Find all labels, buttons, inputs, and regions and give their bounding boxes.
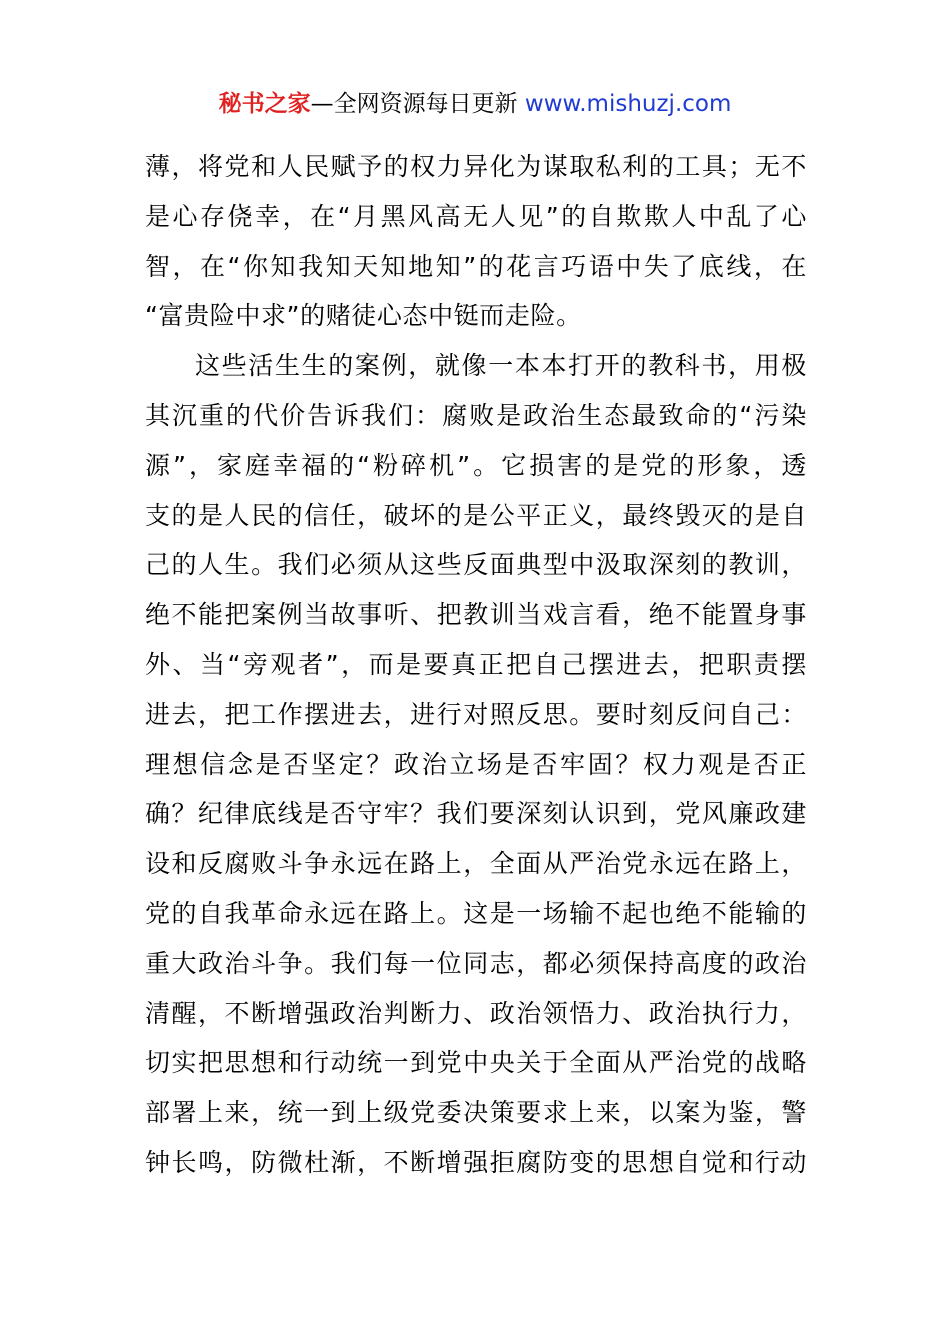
site-url-link[interactable]: www.mishuzj.com [524,91,732,117]
text-line: 进去，把工作摆进去，进行对照反思。要时刻反问自己： [145,699,807,729]
text-line: 薄，将党和人民赋予的权力异化为谋取私利的工具；无不 [145,152,807,181]
text-line: 重大政治斗争。我们每一位同志，都必须保持高度的政治 [145,948,807,978]
header-dash: — [310,91,334,117]
text-line: 确？纪律底线是否守牢？我们要深刻认识到，党风廉政建 [145,799,807,829]
text-line: 钟长鸣，防微杜渐，不断增强拒腐防变的思想自觉和行动 [145,1147,807,1177]
text-line: 清醒，不断增强政治判断力、政治领悟力、政治执行力， [145,998,807,1028]
site-brand-name: 秘书之家 [218,91,311,117]
text-line: 支的是人民的信任，破坏的是公平正义，最终毁灭的是自 [145,500,807,530]
text-line: 是心存侥幸，在“月黑风高无人见”的自欺欺人中乱了心 [145,201,807,231]
text-line: 理想信念是否坚定？政治立场是否牢固？权力观是否正 [145,749,807,779]
text-line: 绝不能把案例当故事听、把教训当戏言看，绝不能置身事 [145,600,807,630]
page-header [0,86,950,122]
text-line: 其沉重的代价告诉我们：腐败是政治生态最致命的“污染 [145,400,807,430]
text-line: 党的自我革命永远在路上。这是一场输不起也绝不能输的 [145,898,807,928]
header-tagline: 全网资源每日更新 [333,91,525,117]
text-line: 设和反腐败斗争永远在路上，全面从严治党永远在路上， [145,849,807,879]
text-line: 外、当“旁观者”，而是要真正把自己摆进去，把职责摆 [145,649,807,679]
text-line-paragraph-start: 这些活生生的案例，就像一本本打开的教科书，用极 [195,351,807,381]
text-line: 源”，家庭幸福的“粉碎机”。它损害的是党的形象，透 [145,450,807,480]
text-line: 己的人生。我们必须从这些反面典型中汲取深刻的教训， [145,550,807,580]
text-line: “富贵险中求”的赌徒心态中铤而走险。 [145,301,582,331]
text-line: 切实把思想和行动统一到党中央关于全面从严治党的战略 [145,1048,807,1078]
text-line: 部署上来，统一到上级党委决策要求上来，以案为鉴，警 [145,1098,807,1128]
text-line: 智，在“你知我知天知地知”的花言巧语中失了底线，在 [145,251,807,281]
document-body [145,142,807,1188]
